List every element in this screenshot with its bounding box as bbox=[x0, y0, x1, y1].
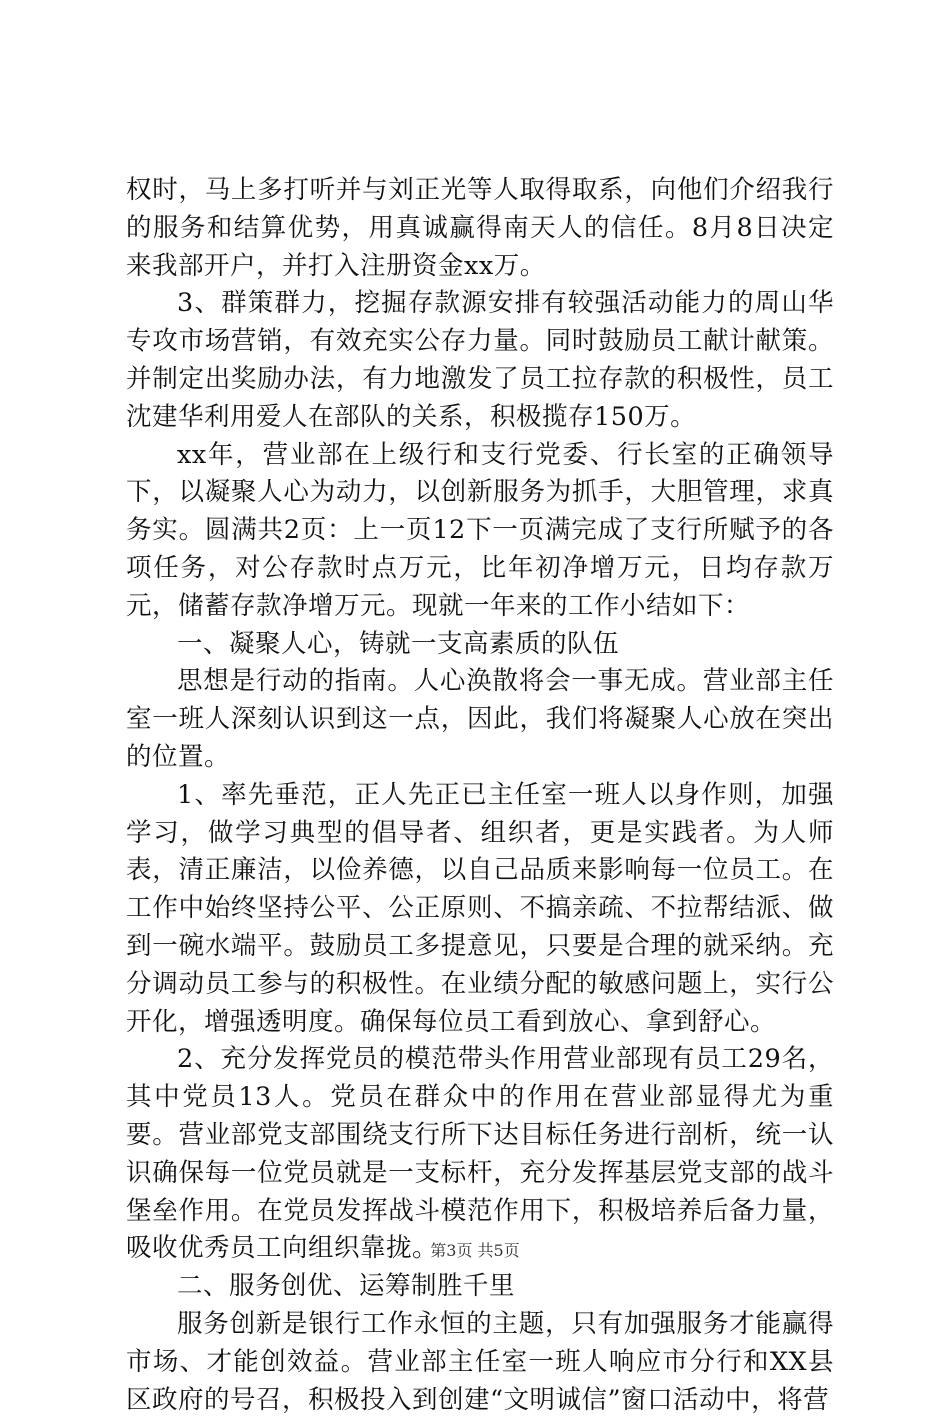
paragraph-service-innovation: 服务创新是银行工作永恒的主题，只有加强服务才能赢得市场、才能创效益。营业部主任室一班人响应市分行和XX县区政府的号召，积极投入到创建“文明诚信”窗口活动中，将营 bbox=[126, 1308, 834, 1415]
document-body bbox=[126, 172, 834, 1419]
page-number-footer: 第3页 共5页 bbox=[430, 1241, 520, 1260]
section-heading-1: 一、凝聚人心，铸就一支高素质的队伍 bbox=[177, 628, 620, 659]
section-heading-2: 二、服务创优、运筹制胜千里 bbox=[177, 1271, 516, 1302]
paragraph-year-summary: xx年，营业部在上级行和支行党委、行长室的正确领导下，以凝聚人心为动力，以创新服务为抓手，大胆管理，求真务实。圆满共2页：上一页12下一页满完成了支行所赋予的各项任务，对公存款时点万元，比年初净增万元，日均存款万元，储蓄存款净增万元。现就一年来的工作小结如下： bbox=[126, 439, 834, 621]
paragraph-item-1: 1、率先垂范，正人先正已主任室一班人以身作则，加强学习，做学习典型的倡导者、组织者，更是实践者。为人师表，清正廉洁，以俭养德，以自己品质来影响每一位员工。在工作中始终坚持公平、公正原则、不搞亲疏、不拉帮结派、做到一碗水端平。鼓励员工多提意见，只要是合理的就采纳。充分调动员工参与的积极性。在业绩分配的敏感问题上，实行公开化，增强透明度。确保每位员工看到放心、拿到舒心。 bbox=[126, 779, 834, 1037]
paragraph-item-3: 3、群策群力，挖掘存款源安排有较强活动能力的周山华专攻市场营销，有效充实公存力量。同时鼓励员工献计献策。并制定出奖励办法，有力地激发了员工拉存款的积极性，员工沈建华利用爱人在部队的关系，积极揽存150万。 bbox=[126, 288, 834, 432]
paragraph-item-2: 2、充分发挥党员的模范带头作用营业部现有员工29名，其中党员13人。党员在群众中的作用在营业部显得尤为重要。营业部党支部围绕支行所下达目标任务进行剖析，统一认识确保每一位党员就是一支标杆，充分发挥基层党支部的战斗堡垒作用。在党员发挥战斗模范作用下，积极培养后备力量，吸收优秀员工向组织靠拢。 bbox=[126, 1044, 834, 1264]
paragraph-guiding-thought: 思想是行动的指南。人心涣散将会一事无成。营业部主任室一班人深刻认识到这一点，因此，我们将凝聚人心放在突出的位置。 bbox=[126, 666, 834, 772]
paragraph-continuation: 权时，马上多打听并与刘正光等人取得取系，向他们介绍我行的服务和结算优势，用真诚赢得南天人的信任。8月8日决定来我部开户，并打入注册资金xx万。 bbox=[126, 175, 834, 281]
